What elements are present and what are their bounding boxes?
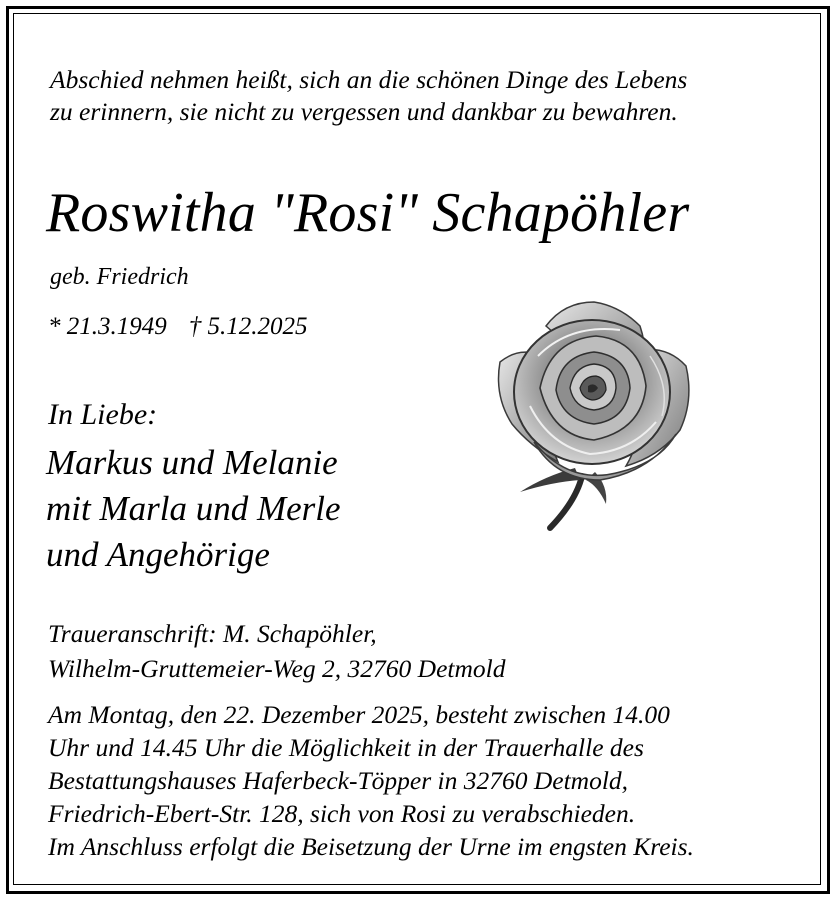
birth-date: * 21.3.1949: [48, 313, 167, 340]
deceased-name: Roswitha "Rosi" Schapöhler: [46, 182, 690, 244]
info-line: Friedrich-Ebert-Str. 128, sich von Rosi zu verabschieden.: [48, 799, 636, 828]
mourners-line: mit Marla und Merle: [46, 489, 341, 528]
birth-name: geb. Friedrich: [50, 264, 189, 290]
rose-icon: [490, 296, 700, 532]
info-line: Am Montag, den 22. Dezember 2025, besteht zwischen 14.00: [48, 700, 670, 729]
mourners-list: [46, 440, 341, 578]
ceremony-info: [48, 698, 694, 863]
motto-line-2: zu erinnern, sie nicht zu vergessen und dankbar zu bewahren.: [50, 97, 678, 126]
mourning-address: [48, 616, 505, 686]
life-dates: [48, 311, 308, 343]
motto-line-1: Abschied nehmen heißt, sich an die schönen Dinge des Lebens: [50, 65, 688, 94]
motto-quote: [50, 64, 687, 128]
info-line: Uhr und 14.45 Uhr die Möglichkeit in der Trauerhalle des: [48, 733, 644, 762]
address-line-2: Wilhelm-Gruttemeier-Weg 2, 32760 Detmold: [48, 654, 506, 683]
mourners-intro: In Liebe:: [48, 398, 158, 431]
death-date: † 5.12.2025: [188, 313, 308, 340]
address-line-1: Traueranschrift: M. Schapöhler,: [48, 619, 377, 648]
mourners-line: Markus und Melanie: [46, 443, 338, 482]
mourners-line: und Angehörige: [46, 535, 270, 574]
info-line: Im Anschluss erfolgt die Beisetzung der Urne im engsten Kreis.: [48, 832, 694, 861]
info-line: Bestattungshauses Haferbeck-Töpper in 32760 Detmold,: [48, 766, 629, 795]
